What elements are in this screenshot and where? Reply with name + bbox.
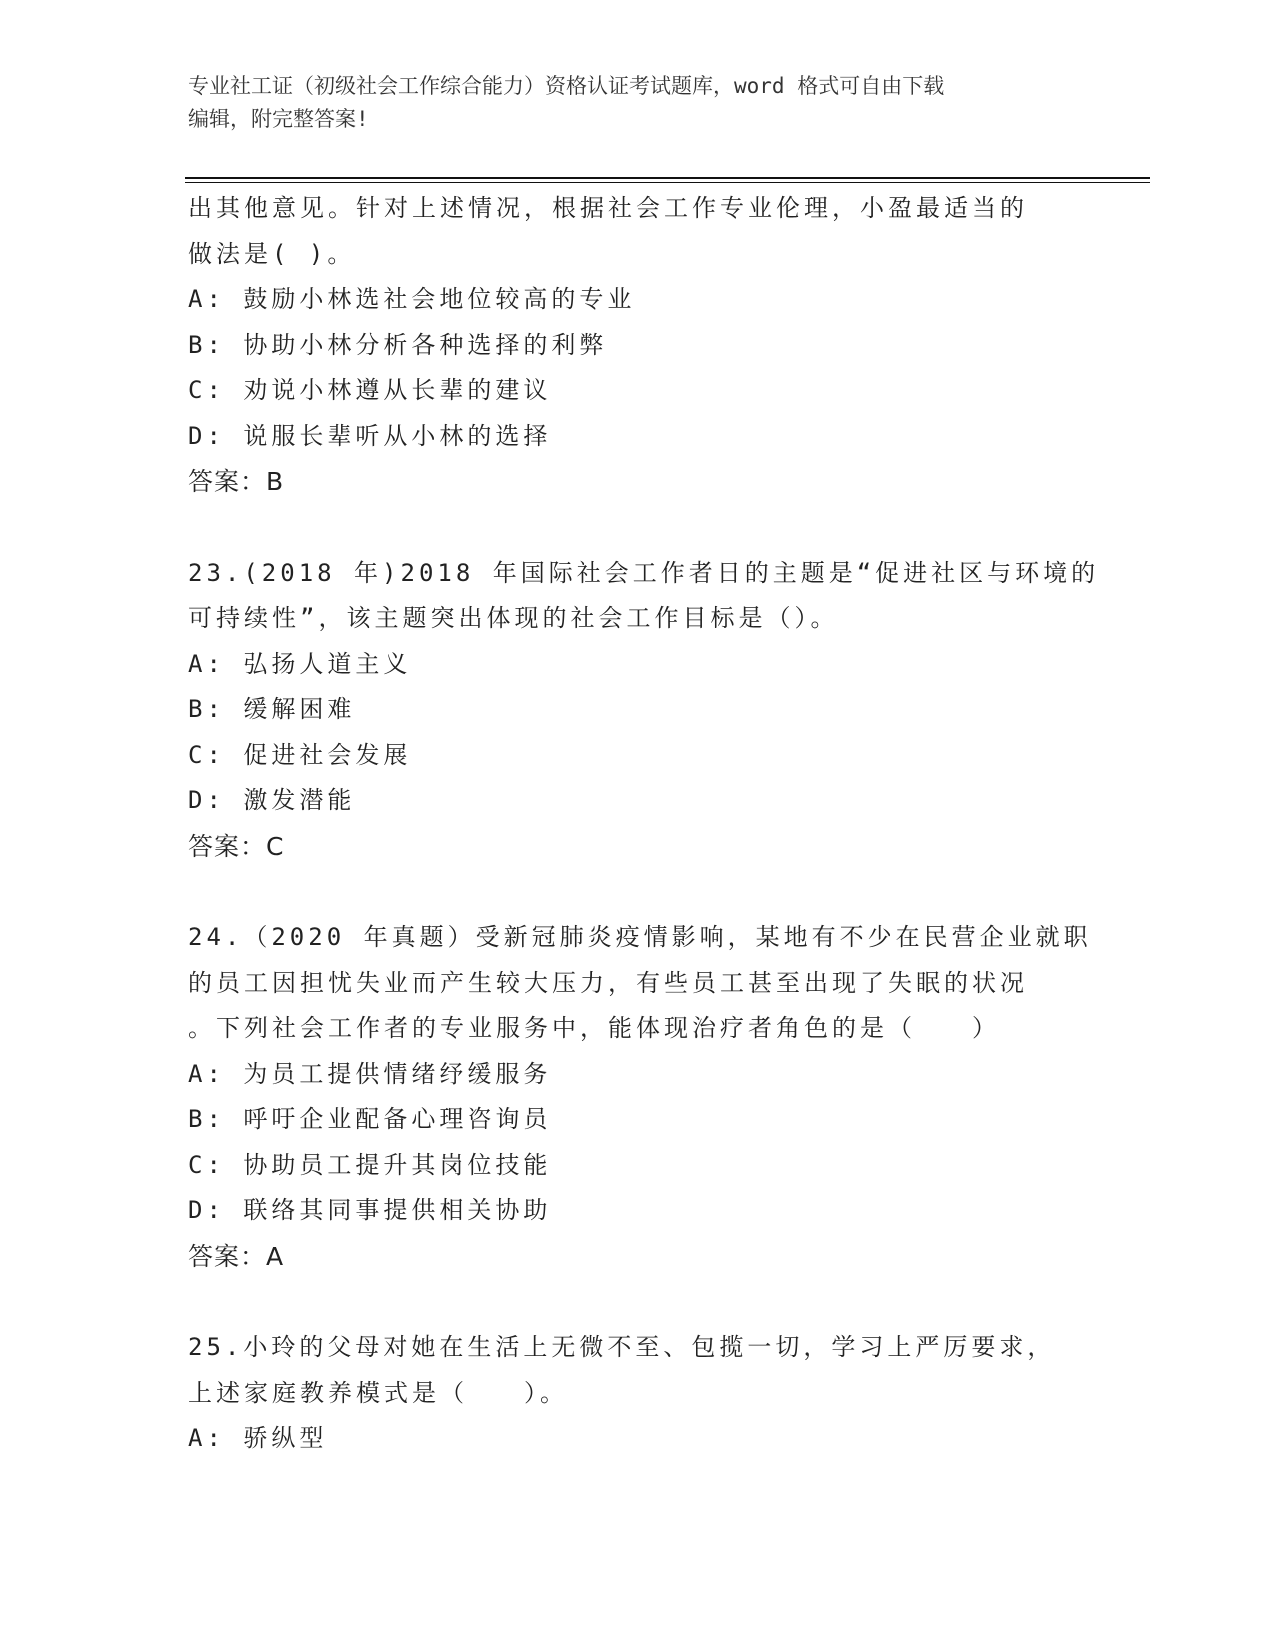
page-header bbox=[188, 70, 1088, 136]
header-line-2: 编辑，附完整答案! bbox=[188, 107, 369, 131]
header-line-1: 专业社工证（初级社会工作综合能力）资格认证考试题库，word 格式可自由下载 bbox=[188, 74, 945, 98]
option-d: D: 激发潜能 bbox=[188, 786, 356, 814]
answer: 答案：C bbox=[188, 831, 285, 861]
header-rule-thin bbox=[185, 182, 1150, 183]
question-text-line: 24.（2020 年真题）受新冠肺炎疫情影响，某地有不少在民营企业就职 bbox=[188, 923, 1092, 951]
question-24 bbox=[188, 915, 1092, 1279]
answer: 答案：A bbox=[188, 1241, 285, 1271]
question-text-line: 可持续性”，该主题突出体现的社会工作目标是（）。 bbox=[188, 604, 839, 632]
option-d: D: 联络其同事提供相关协助 bbox=[188, 1196, 552, 1224]
question-25 bbox=[188, 1325, 1088, 1462]
question-22 bbox=[188, 186, 1088, 505]
option-a: A: 骄纵型 bbox=[188, 1424, 328, 1452]
question-text-line: 23.(2018 年)2018 年国际社会工作者日的主题是“促进社区与环境的 bbox=[188, 558, 1100, 587]
option-a: A: 为员工提供情绪纾缓服务 bbox=[188, 1059, 552, 1088]
option-b: B: 协助小林分析各种选择的利弊 bbox=[188, 330, 608, 359]
option-c: C: 促进社会发展 bbox=[188, 740, 412, 769]
question-text-line: 。下列社会工作者的专业服务中，能体现治疗者角色的是（ ） bbox=[188, 1014, 1000, 1042]
option-a: A: 鼓励小林选社会地位较高的专业 bbox=[188, 285, 636, 313]
option-d: D: 说服长辈听从小林的选择 bbox=[188, 421, 552, 450]
question-23 bbox=[188, 551, 1100, 870]
option-b: B: 呼吁企业配备心理咨询员 bbox=[188, 1105, 552, 1133]
option-c: C: 协助员工提升其岗位技能 bbox=[188, 1150, 552, 1179]
option-b: B: 缓解困难 bbox=[188, 695, 356, 723]
question-text-line: 25.小玲的父母对她在生活上无微不至、包揽一切，学习上严厉要求， bbox=[188, 1333, 1056, 1361]
question-text-line: 上述家庭教养模式是（ ）。 bbox=[188, 1378, 568, 1407]
question-list bbox=[188, 186, 1100, 1462]
question-text-line: 做法是( )。 bbox=[188, 239, 356, 268]
option-a: A: 弘扬人道主义 bbox=[188, 649, 412, 678]
question-text-line: 出其他意见。针对上述情况，根据社会工作专业伦理，小盈最适当的 bbox=[188, 194, 1028, 222]
header-rule-thick bbox=[185, 177, 1150, 179]
option-c: C: 劝说小林遵从长辈的建议 bbox=[188, 376, 552, 404]
question-text-line: 的员工因担忧失业而产生较大压力，有些员工甚至出现了失眠的状况 bbox=[188, 968, 1028, 997]
answer: 答案：B bbox=[188, 467, 285, 496]
